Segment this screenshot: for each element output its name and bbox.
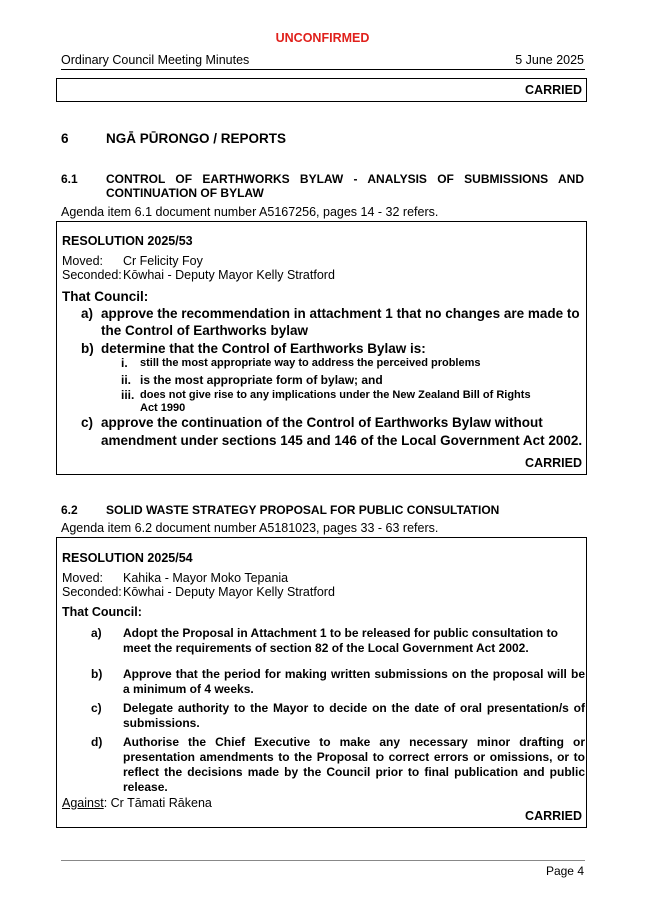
- seconded-label: Seconded:: [62, 585, 122, 599]
- clause-c-text: Delegate authority to the Mayor to decide on the date of oral presentation/s of submissions.: [123, 701, 585, 730]
- agenda-reference: Agenda item 6.2 document number A5181023, pages 33 - 63 refers.: [61, 521, 439, 535]
- moved-by: Kahika - Mayor Moko Tepania: [123, 571, 289, 585]
- agenda-reference: Agenda item 6.1 document number A5167256, pages 14 - 32 refers.: [61, 205, 439, 219]
- clause-a-text-cont: the Control of Earthworks bylaw: [101, 323, 309, 338]
- clause-c-text: approve the continuation of the Control of Earthworks Bylaw without: [101, 415, 543, 430]
- seconded-label: Seconded:: [62, 268, 122, 282]
- subclause-label: i.: [121, 356, 128, 370]
- moved-label: Moved:: [62, 571, 103, 585]
- page-number: Page 4: [545, 864, 584, 878]
- clause-b-text: Approve that the period for making written submissions on the proposal will be a minimum of 4 weeks.: [123, 667, 585, 696]
- item-number: 6.1: [61, 172, 78, 186]
- clause-label: a): [91, 626, 102, 640]
- seconded-by: Kōwhai - Deputy Mayor Kelly Stratford: [123, 268, 335, 282]
- moved-label: Moved:: [62, 254, 103, 268]
- that-council-heading: That Council:: [62, 289, 149, 304]
- resolution-heading: RESOLUTION 2025/54: [62, 551, 193, 565]
- meeting-date: 5 June 2025: [515, 53, 584, 67]
- section-number: 6: [61, 131, 69, 146]
- that-council-heading: That Council:: [62, 605, 142, 619]
- footer-divider: [61, 860, 585, 861]
- moved-by: Cr Felicity Foy: [123, 254, 203, 268]
- clause-label: b): [81, 341, 94, 356]
- clause-label: c): [91, 701, 102, 715]
- subclause-ii-text: is the most appropriate form of bylaw; and: [140, 373, 383, 387]
- seconded-by: Kōwhai - Deputy Mayor Kelly Stratford: [123, 585, 335, 599]
- subclause-i-text: still the most appropriate way to address the perceived problems: [140, 357, 481, 369]
- clause-b-text: determine that the Control of Earthworks Bylaw is:: [101, 341, 426, 356]
- item-title: CONTROL OF EARTHWORKS BYLAW - ANALYSIS OF SUBMISSIONS AND CONTINUATION OF BYLAW: [106, 172, 584, 200]
- clause-label: b): [91, 667, 103, 681]
- subclause-iii-text-cont: Act 1990: [140, 402, 186, 414]
- clause-a-text: approve the recommendation in attachment 1 that no changes are made to: [101, 306, 580, 321]
- header-divider: [61, 69, 585, 70]
- clause-label: d): [91, 735, 103, 749]
- item-title: SOLID WASTE STRATEGY PROPOSAL FOR PUBLIC CONSULTATION: [106, 503, 500, 517]
- document-title: Ordinary Council Meeting Minutes: [61, 53, 250, 67]
- unconfirmed-stamp: UNCONFIRMED: [275, 31, 370, 45]
- previous-resolution-box: [56, 78, 587, 102]
- clause-c-text-cont: amendment under sections 145 and 146 of the Local Government Act 2002.: [101, 433, 583, 448]
- clause-label: a): [81, 306, 94, 321]
- clause-label: c): [81, 415, 94, 430]
- against-member: : Cr Tāmati Rākena: [103, 796, 212, 810]
- section-title: NGĀ PŪRONGO / REPORTS: [106, 131, 287, 146]
- resolution-box-2025-54: [56, 537, 587, 828]
- carried-label: CARRIED: [525, 809, 582, 823]
- clause-a-text: Adopt the Proposal in Attachment 1 to be released for public consultation to meet the requirements of section 82 of the Local Government Act 2002.: [123, 626, 558, 655]
- subclause-iii-text: does not give rise to any implications under the New Zealand Bill of Rights: [140, 389, 531, 401]
- subclause-label: iii.: [121, 388, 135, 402]
- carried-label: CARRIED: [525, 456, 582, 470]
- clause-d-text: Authorise the Chief Executive to make any necessary minor drafting or presentation amendments to the Proposal to correct errors or omissions, or to reflect the decisions made by the Council prior to final publication and public release.: [123, 735, 585, 794]
- carried-label: CARRIED: [525, 83, 582, 97]
- subclause-label: ii.: [121, 373, 132, 387]
- resolution-box-2025-53: [56, 221, 587, 475]
- against-label: Against: [62, 796, 104, 810]
- resolution-heading: RESOLUTION 2025/53: [62, 234, 193, 248]
- item-number: 6.2: [61, 503, 78, 517]
